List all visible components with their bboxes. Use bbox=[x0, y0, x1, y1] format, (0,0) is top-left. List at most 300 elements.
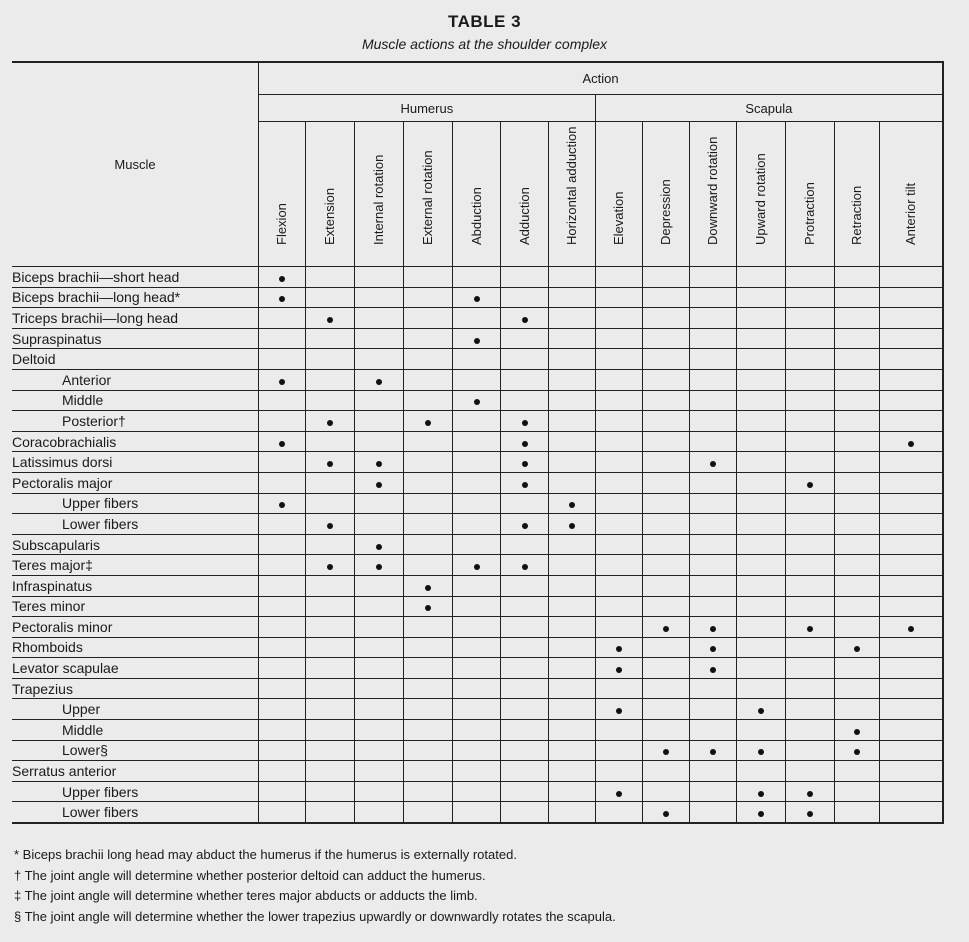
action-cell bbox=[835, 761, 880, 782]
action-dot-icon bbox=[522, 564, 528, 570]
action-cell bbox=[595, 617, 642, 638]
action-cell bbox=[548, 431, 595, 452]
action-cell bbox=[548, 514, 595, 535]
action-cell bbox=[501, 781, 548, 802]
action-cell bbox=[548, 390, 595, 411]
action-cell bbox=[786, 287, 835, 308]
action-cell bbox=[548, 802, 595, 823]
action-cell bbox=[880, 802, 943, 823]
action-dot-icon bbox=[908, 626, 914, 632]
action-cell bbox=[642, 534, 689, 555]
action-cell bbox=[501, 575, 548, 596]
action-cell bbox=[259, 781, 306, 802]
action-cell bbox=[501, 514, 548, 535]
action-cell bbox=[595, 802, 642, 823]
action-cell bbox=[880, 514, 943, 535]
action-cell bbox=[355, 720, 404, 741]
action-cell bbox=[880, 493, 943, 514]
action-cell bbox=[595, 699, 642, 720]
action-cell bbox=[404, 617, 453, 638]
action-cell bbox=[501, 267, 548, 288]
action-label: Adduction bbox=[516, 187, 532, 245]
action-cell bbox=[453, 390, 501, 411]
action-cell bbox=[306, 411, 355, 432]
action-cell bbox=[548, 761, 595, 782]
action-dot-icon bbox=[807, 482, 813, 488]
action-cell bbox=[453, 472, 501, 493]
action-dot-icon bbox=[522, 482, 528, 488]
action-cell bbox=[595, 761, 642, 782]
action-cell bbox=[404, 781, 453, 802]
table-row bbox=[12, 637, 943, 658]
muscle-name: Teres major‡ bbox=[12, 555, 259, 576]
action-cell bbox=[642, 308, 689, 329]
action-dot-icon bbox=[376, 482, 382, 488]
muscle-name: Subscapularis bbox=[12, 534, 259, 555]
action-cell bbox=[880, 328, 943, 349]
action-cell bbox=[786, 493, 835, 514]
action-dot-icon bbox=[522, 317, 528, 323]
action-cell bbox=[736, 287, 785, 308]
action-cell bbox=[453, 431, 501, 452]
action-cell bbox=[355, 740, 404, 761]
action-dot-icon bbox=[710, 461, 716, 467]
action-cell bbox=[595, 596, 642, 617]
table-row bbox=[12, 761, 943, 782]
action-cell bbox=[453, 699, 501, 720]
action-cell bbox=[453, 740, 501, 761]
action-cell bbox=[689, 617, 736, 638]
action-cell bbox=[355, 514, 404, 535]
action-cell bbox=[453, 761, 501, 782]
muscle-name: Middle bbox=[12, 720, 259, 741]
action-cell bbox=[355, 472, 404, 493]
action-dot-icon bbox=[474, 399, 480, 405]
action-cell bbox=[595, 390, 642, 411]
action-cell bbox=[736, 452, 785, 473]
action-cell bbox=[642, 349, 689, 370]
action-cell bbox=[404, 431, 453, 452]
action-cell bbox=[355, 658, 404, 679]
action-dot-icon bbox=[474, 564, 480, 570]
action-cell bbox=[880, 761, 943, 782]
action-cell bbox=[689, 493, 736, 514]
action-cell bbox=[404, 514, 453, 535]
footnotes bbox=[14, 845, 964, 927]
table-row bbox=[12, 452, 943, 473]
action-cell bbox=[306, 349, 355, 370]
action-cell bbox=[736, 740, 785, 761]
action-cell bbox=[689, 472, 736, 493]
table-row bbox=[12, 781, 943, 802]
action-cell bbox=[786, 678, 835, 699]
action-cell bbox=[355, 555, 404, 576]
footnote: * Biceps brachii long head may abduct the humerus if the humerus is externally rotated. bbox=[14, 847, 517, 862]
action-cell bbox=[689, 596, 736, 617]
action-cell bbox=[453, 617, 501, 638]
footnote: § The joint angle will determine whether the lower trapezius upwardly or downwardly rotates the scapula. bbox=[14, 908, 616, 924]
action-cell bbox=[689, 534, 736, 555]
action-cell bbox=[786, 781, 835, 802]
action-cell bbox=[548, 472, 595, 493]
action-dot-icon bbox=[376, 379, 382, 385]
action-cell bbox=[689, 575, 736, 596]
action-cell bbox=[404, 349, 453, 370]
muscle-name: Upper bbox=[12, 699, 259, 720]
action-cell bbox=[453, 596, 501, 617]
action-cell bbox=[404, 328, 453, 349]
action-cell bbox=[306, 267, 355, 288]
action-cell bbox=[259, 472, 306, 493]
action-cell bbox=[595, 411, 642, 432]
action-dot-icon bbox=[279, 441, 285, 447]
action-cell bbox=[453, 308, 501, 329]
action-cell bbox=[689, 267, 736, 288]
action-cell bbox=[642, 596, 689, 617]
action-cell bbox=[259, 287, 306, 308]
action-cell bbox=[642, 390, 689, 411]
action-dot-icon bbox=[663, 811, 669, 817]
table-row bbox=[12, 658, 943, 679]
action-cell bbox=[501, 678, 548, 699]
action-dot-icon bbox=[616, 646, 622, 652]
action-cell bbox=[306, 493, 355, 514]
muscle-name: Middle bbox=[12, 390, 259, 411]
action-label: Anterior tilt bbox=[903, 182, 919, 245]
action-cell bbox=[453, 493, 501, 514]
action-cell bbox=[642, 617, 689, 638]
action-cell bbox=[786, 390, 835, 411]
action-dot-icon bbox=[522, 523, 528, 529]
action-dot-icon bbox=[327, 317, 333, 323]
action-cell bbox=[595, 493, 642, 514]
action-cell bbox=[355, 575, 404, 596]
action-cell bbox=[689, 431, 736, 452]
action-cell bbox=[259, 658, 306, 679]
action-cell bbox=[355, 596, 404, 617]
action-cell bbox=[835, 678, 880, 699]
action-dot-icon bbox=[758, 811, 764, 817]
action-cell bbox=[548, 411, 595, 432]
action-cell bbox=[595, 740, 642, 761]
action-cell bbox=[786, 617, 835, 638]
action-dot-icon bbox=[522, 461, 528, 467]
action-dot-icon bbox=[616, 708, 622, 714]
action-cell bbox=[880, 678, 943, 699]
action-dot-icon bbox=[279, 296, 285, 302]
action-cell bbox=[689, 761, 736, 782]
action-column-header bbox=[453, 122, 501, 267]
action-cell bbox=[501, 802, 548, 823]
action-cell bbox=[880, 575, 943, 596]
action-cell bbox=[642, 802, 689, 823]
action-cell bbox=[404, 678, 453, 699]
action-cell bbox=[736, 431, 785, 452]
action-cell bbox=[642, 472, 689, 493]
muscle-name: Upper fibers bbox=[12, 493, 259, 514]
action-cell bbox=[453, 349, 501, 370]
action-cell bbox=[689, 555, 736, 576]
action-cell bbox=[355, 802, 404, 823]
action-column-header bbox=[259, 122, 306, 267]
action-cell bbox=[306, 390, 355, 411]
action-cell bbox=[306, 534, 355, 555]
action-cell bbox=[259, 596, 306, 617]
action-cell bbox=[259, 514, 306, 535]
action-cell bbox=[548, 369, 595, 390]
action-cell bbox=[259, 720, 306, 741]
table-row bbox=[12, 555, 943, 576]
action-dot-icon bbox=[376, 461, 382, 467]
action-cell bbox=[259, 452, 306, 473]
action-cell bbox=[548, 596, 595, 617]
action-cell bbox=[786, 699, 835, 720]
action-cell bbox=[835, 740, 880, 761]
action-cell bbox=[835, 596, 880, 617]
action-dot-icon bbox=[327, 523, 333, 529]
action-cell bbox=[548, 267, 595, 288]
action-label: Retraction bbox=[849, 185, 865, 245]
action-cell bbox=[736, 308, 785, 329]
action-cell bbox=[453, 534, 501, 555]
action-cell bbox=[501, 534, 548, 555]
action-cell bbox=[404, 637, 453, 658]
action-cell bbox=[736, 267, 785, 288]
action-dot-icon bbox=[279, 379, 285, 385]
action-column-header bbox=[501, 122, 548, 267]
action-cell bbox=[259, 575, 306, 596]
action-cell bbox=[786, 575, 835, 596]
action-cell bbox=[453, 267, 501, 288]
action-cell bbox=[642, 287, 689, 308]
action-cell bbox=[642, 411, 689, 432]
action-cell bbox=[835, 493, 880, 514]
action-cell bbox=[306, 617, 355, 638]
action-cell bbox=[501, 390, 548, 411]
action-cell bbox=[548, 781, 595, 802]
action-cell bbox=[736, 781, 785, 802]
action-cell bbox=[835, 637, 880, 658]
action-dot-icon bbox=[616, 667, 622, 673]
action-cell bbox=[306, 637, 355, 658]
action-cell bbox=[548, 349, 595, 370]
action-cell bbox=[355, 369, 404, 390]
table-row bbox=[12, 390, 943, 411]
action-label: Depression bbox=[657, 179, 673, 245]
action-cell bbox=[259, 740, 306, 761]
muscle-name: Posterior† bbox=[12, 411, 259, 432]
action-cell bbox=[548, 308, 595, 329]
action-cell bbox=[306, 369, 355, 390]
action-cell bbox=[880, 617, 943, 638]
action-cell bbox=[404, 555, 453, 576]
action-cell bbox=[259, 555, 306, 576]
muscle-name: Pectoralis minor bbox=[12, 617, 259, 638]
action-cell bbox=[501, 349, 548, 370]
muscle-name: Levator scapulae bbox=[12, 658, 259, 679]
table-title: TABLE 3 bbox=[447, 12, 522, 31]
muscle-name: Supraspinatus bbox=[12, 328, 259, 349]
action-cell bbox=[259, 761, 306, 782]
muscle-name: Serratus anterior bbox=[12, 761, 259, 782]
action-cell bbox=[880, 699, 943, 720]
action-cell bbox=[306, 328, 355, 349]
action-cell bbox=[595, 637, 642, 658]
action-cell bbox=[306, 740, 355, 761]
action-cell bbox=[880, 308, 943, 329]
muscle-column-header: Muscle bbox=[12, 62, 259, 267]
action-cell bbox=[306, 781, 355, 802]
action-cell bbox=[880, 534, 943, 555]
action-cell bbox=[548, 452, 595, 473]
action-cell bbox=[259, 349, 306, 370]
action-cell bbox=[501, 328, 548, 349]
action-cell bbox=[642, 493, 689, 514]
muscle-name: Upper fibers bbox=[12, 781, 259, 802]
action-cell bbox=[835, 411, 880, 432]
action-cell bbox=[501, 555, 548, 576]
action-cell bbox=[835, 720, 880, 741]
action-cell bbox=[595, 369, 642, 390]
action-dot-icon bbox=[376, 564, 382, 570]
action-cell bbox=[306, 761, 355, 782]
action-cell bbox=[259, 328, 306, 349]
action-dot-icon bbox=[710, 749, 716, 755]
action-cell bbox=[259, 390, 306, 411]
action-cell bbox=[689, 658, 736, 679]
action-cell bbox=[501, 637, 548, 658]
action-column-header bbox=[306, 122, 355, 267]
action-cell bbox=[736, 472, 785, 493]
action-cell bbox=[642, 678, 689, 699]
action-cell bbox=[880, 431, 943, 452]
table-row bbox=[12, 308, 943, 329]
action-cell bbox=[689, 781, 736, 802]
action-cell bbox=[786, 555, 835, 576]
muscle-name: Pectoralis major bbox=[12, 472, 259, 493]
action-cell bbox=[259, 308, 306, 329]
action-cell bbox=[736, 699, 785, 720]
action-column-header bbox=[355, 122, 404, 267]
muscle-actions-table bbox=[12, 61, 944, 824]
table-row bbox=[12, 514, 943, 535]
muscle-name: Triceps brachii—long head bbox=[12, 308, 259, 329]
action-column-header bbox=[548, 122, 595, 267]
action-cell bbox=[642, 452, 689, 473]
action-cell bbox=[835, 431, 880, 452]
table-row bbox=[12, 349, 943, 370]
action-cell bbox=[736, 617, 785, 638]
action-cell bbox=[548, 699, 595, 720]
table-row bbox=[12, 740, 943, 761]
action-cell bbox=[404, 390, 453, 411]
action-cell bbox=[595, 720, 642, 741]
action-cell bbox=[306, 452, 355, 473]
action-cell bbox=[642, 555, 689, 576]
action-cell bbox=[880, 555, 943, 576]
action-cell bbox=[453, 678, 501, 699]
action-cell bbox=[259, 617, 306, 638]
action-cell bbox=[259, 699, 306, 720]
action-cell bbox=[595, 472, 642, 493]
action-cell bbox=[736, 658, 785, 679]
table-row bbox=[12, 596, 943, 617]
muscle-name: Lower fibers bbox=[12, 802, 259, 823]
action-cell bbox=[642, 514, 689, 535]
action-cell bbox=[548, 493, 595, 514]
action-cell bbox=[835, 802, 880, 823]
action-cell bbox=[880, 658, 943, 679]
action-cell bbox=[404, 802, 453, 823]
group-header-scapula: Scapula bbox=[595, 95, 943, 122]
table-row bbox=[12, 802, 943, 823]
action-cell bbox=[835, 472, 880, 493]
action-label: Protraction bbox=[802, 182, 818, 245]
action-cell bbox=[835, 781, 880, 802]
action-cell bbox=[689, 390, 736, 411]
action-cell bbox=[404, 761, 453, 782]
action-cell bbox=[689, 514, 736, 535]
action-cell bbox=[259, 678, 306, 699]
action-cell bbox=[306, 596, 355, 617]
action-label: Elevation bbox=[610, 191, 626, 245]
action-cell bbox=[835, 452, 880, 473]
action-cell bbox=[736, 349, 785, 370]
action-cell bbox=[501, 740, 548, 761]
action-cell bbox=[786, 411, 835, 432]
action-cell bbox=[880, 287, 943, 308]
action-cell bbox=[501, 493, 548, 514]
action-cell bbox=[736, 678, 785, 699]
action-cell bbox=[404, 699, 453, 720]
action-cell bbox=[786, 740, 835, 761]
action-cell bbox=[689, 802, 736, 823]
action-cell bbox=[786, 637, 835, 658]
action-cell bbox=[736, 802, 785, 823]
action-cell bbox=[306, 720, 355, 741]
action-cell bbox=[786, 369, 835, 390]
action-cell bbox=[259, 369, 306, 390]
action-cell bbox=[689, 349, 736, 370]
muscle-name: Coracobrachialis bbox=[12, 431, 259, 452]
action-cell bbox=[501, 472, 548, 493]
action-cell bbox=[689, 678, 736, 699]
action-cell bbox=[642, 267, 689, 288]
table-row bbox=[12, 617, 943, 638]
action-cell bbox=[736, 720, 785, 741]
action-cell bbox=[453, 555, 501, 576]
action-column-header bbox=[404, 122, 453, 267]
action-label: Extension bbox=[322, 187, 338, 245]
action-dot-icon bbox=[327, 461, 333, 467]
action-cell bbox=[306, 802, 355, 823]
action-cell bbox=[453, 802, 501, 823]
table-row bbox=[12, 720, 943, 741]
action-cell bbox=[689, 369, 736, 390]
action-cell bbox=[306, 308, 355, 329]
action-cell bbox=[355, 637, 404, 658]
action-cell bbox=[880, 637, 943, 658]
action-cell bbox=[453, 658, 501, 679]
action-column-header bbox=[736, 122, 785, 267]
table-row bbox=[12, 369, 943, 390]
action-cell bbox=[642, 740, 689, 761]
action-cell bbox=[501, 452, 548, 473]
action-cell bbox=[453, 452, 501, 473]
action-cell bbox=[736, 596, 785, 617]
action-cell bbox=[736, 637, 785, 658]
action-cell bbox=[501, 596, 548, 617]
